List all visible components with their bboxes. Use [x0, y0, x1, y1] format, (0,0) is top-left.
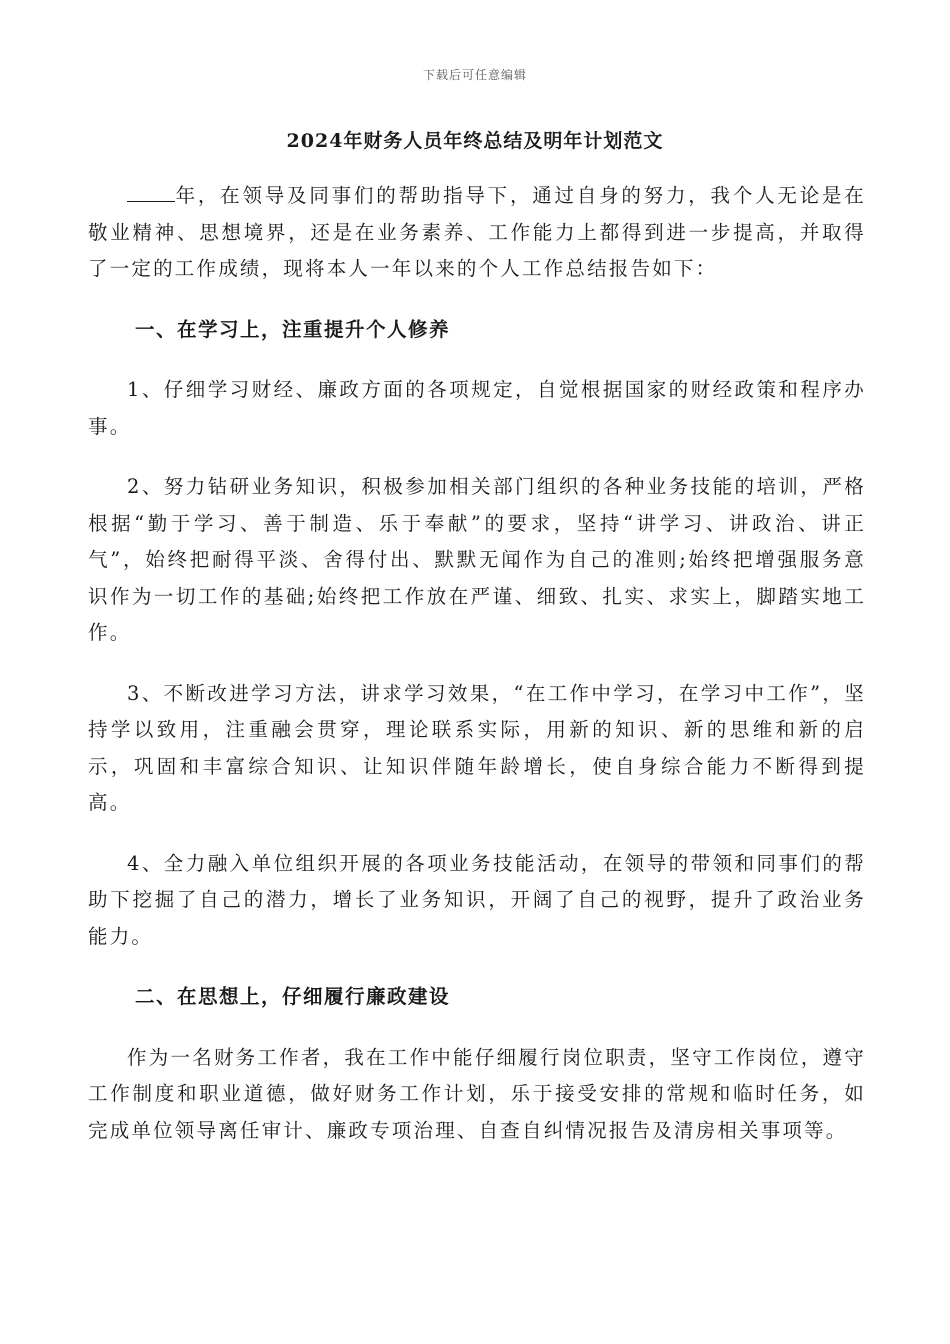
section1-paragraph-1: 1、仔细学习财经、廉政方面的各项规定，自觉根据国家的财经政策和程序办事。 — [88, 378, 866, 438]
blank-underline — [127, 183, 175, 202]
header-watermark: 下载后可任意编辑 — [422, 68, 527, 82]
section1-paragraph-4: 4、全力融入单位组织开展的各项业务技能活动，在领导的带领和同事们的帮助下挖掘了自己的潜力，增长了业务知识，开阔了自己的视野，提升了政治业务能力。 — [88, 851, 866, 948]
document-title: 2024年财务人员年终总结及明年计划范文 — [286, 130, 664, 152]
section-heading-1: 一、在学习上，注重提升个人修养 — [135, 317, 451, 341]
intro-text: 年，在领导及同事们的帮助指导下，通过自身的努力，我个人无论是在敬业精神、思想境界，还是在业务素养、工作能力上都得到进一步提高，并取得了一定的工作成绩，现将本人一年以来的个人工作总结报告如下： — [88, 184, 866, 280]
document-body — [88, 178, 866, 1173]
section-heading-2: 二、在思想上，仔细履行廉政建设 — [135, 985, 451, 1008]
section1-paragraph-3: 3、不断改进学习方法，讲求学习效果，“在工作中学习，在学习中工作”，坚持学以致用，注重融会贯穿，理论联系实际，用新的知识、新的思维和新的启示，巩固和丰富综合知识、让知识伴随年龄增长，使自身综合能力不断得到提高。 — [88, 681, 866, 814]
section2-paragraph-1: 作为一名财务工作者，我在工作中能仔细履行岗位职责，坚守工作岗位，遵守工作制度和职业道德，做好财务工作计划，乐于接受安排的常规和临时任务，如完成单位领导离任审计、廉政专项治理、自查自纠情况报告及清房相关事项等。 — [88, 1045, 866, 1142]
intro-paragraph — [88, 178, 866, 288]
section1-paragraph-2: 2、努力钻研业务知识，积极参加相关部门组织的各种业务技能的培训，严格根据“勤于学习、善于制造、乐于奉献”的要求，坚持“讲学习、讲政治、讲正气”，始终把耐得平淡、舍得付出、默默无闻作为自己的准则;始终把增强服务意识作为一切工作的基础;始终把工作放在严谨、细致、扎实、求实上，脚踏实地工作。 — [88, 475, 866, 644]
